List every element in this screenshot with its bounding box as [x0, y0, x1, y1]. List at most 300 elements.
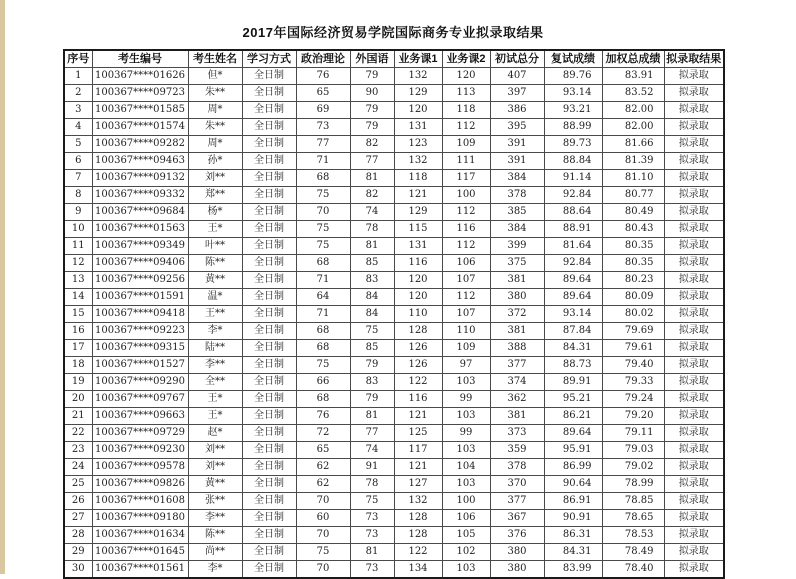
- cell-weighted-total-score: 78.40: [602, 561, 664, 579]
- cell-candidate-name: 赵*: [188, 425, 242, 442]
- cell-candidate-id: 100367****01608: [92, 493, 188, 510]
- table-row: [64, 153, 724, 170]
- cell-course2-score: 103: [442, 408, 490, 425]
- cell-retest-score: 89.73: [544, 136, 602, 153]
- cell-course1-score: 121: [394, 408, 442, 425]
- table-row: [64, 527, 724, 544]
- cell-course2-score: 100: [442, 187, 490, 204]
- cell-course2-score: 107: [442, 306, 490, 323]
- cell-foreign-language-score: 79: [350, 119, 394, 136]
- table-row: [64, 119, 724, 136]
- cell-study-mode: 全日制: [242, 459, 296, 476]
- cell-foreign-language-score: 81: [350, 408, 394, 425]
- cell-weighted-total-score: 79.20: [602, 408, 664, 425]
- cell-study-mode: 全日制: [242, 221, 296, 238]
- cell-candidate-name: 杨*: [188, 204, 242, 221]
- cell-candidate-id: 100367****09463: [92, 153, 188, 170]
- cell-candidate-id: 100367****09578: [92, 459, 188, 476]
- cell-initial-total: 380: [490, 561, 544, 579]
- cell-initial-total: 388: [490, 340, 544, 357]
- cell-course1-score: 117: [394, 442, 442, 459]
- table-row: [64, 561, 724, 579]
- column-header-weighted-total-score: 加权总成绩: [602, 50, 664, 68]
- cell-study-mode: 全日制: [242, 544, 296, 561]
- cell-foreign-language-score: 85: [350, 340, 394, 357]
- cell-study-mode: 全日制: [242, 408, 296, 425]
- table-row: [64, 442, 724, 459]
- cell-initial-total: 380: [490, 544, 544, 561]
- cell-admission-result: 拟录取: [664, 119, 724, 136]
- table-row: [64, 289, 724, 306]
- cell-index: 7: [64, 170, 92, 187]
- cell-candidate-name: 刘**: [188, 170, 242, 187]
- cell-weighted-total-score: 79.61: [602, 340, 664, 357]
- cell-candidate-name: 朱**: [188, 85, 242, 102]
- cell-index: 2: [64, 85, 92, 102]
- cell-index: 8: [64, 187, 92, 204]
- cell-retest-score: 92.84: [544, 255, 602, 272]
- cell-initial-total: 359: [490, 442, 544, 459]
- cell-index: 17: [64, 340, 92, 357]
- table-row: [64, 459, 724, 476]
- cell-study-mode: 全日制: [242, 306, 296, 323]
- column-header-foreign-language-score: 外国语: [350, 50, 394, 68]
- column-header-politics-score: 政治理论: [296, 50, 350, 68]
- cell-foreign-language-score: 74: [350, 442, 394, 459]
- cell-weighted-total-score: 80.35: [602, 238, 664, 255]
- cell-foreign-language-score: 91: [350, 459, 394, 476]
- cell-course2-score: 99: [442, 391, 490, 408]
- cell-course1-score: 127: [394, 476, 442, 493]
- cell-course2-score: 97: [442, 357, 490, 374]
- cell-index: 5: [64, 136, 92, 153]
- cell-index: 12: [64, 255, 92, 272]
- column-header-course2-score: 业务课2: [442, 50, 490, 68]
- cell-candidate-id: 100367****09349: [92, 238, 188, 255]
- cell-initial-total: 370: [490, 476, 544, 493]
- cell-candidate-name: 周*: [188, 102, 242, 119]
- cell-candidate-name: 陆**: [188, 340, 242, 357]
- cell-index: 16: [64, 323, 92, 340]
- cell-politics-score: 71: [296, 153, 350, 170]
- cell-index: 10: [64, 221, 92, 238]
- cell-candidate-id: 100367****01574: [92, 119, 188, 136]
- cell-politics-score: 76: [296, 68, 350, 85]
- cell-foreign-language-score: 79: [350, 357, 394, 374]
- cell-foreign-language-score: 74: [350, 204, 394, 221]
- cell-initial-total: 377: [490, 357, 544, 374]
- cell-foreign-language-score: 90: [350, 85, 394, 102]
- cell-weighted-total-score: 79.02: [602, 459, 664, 476]
- cell-initial-total: 385: [490, 204, 544, 221]
- cell-weighted-total-score: 79.33: [602, 374, 664, 391]
- table-row: [64, 476, 724, 493]
- cell-weighted-total-score: 80.09: [602, 289, 664, 306]
- cell-course2-score: 112: [442, 119, 490, 136]
- table-row: [64, 357, 724, 374]
- cell-candidate-name: 李**: [188, 510, 242, 527]
- cell-study-mode: 全日制: [242, 85, 296, 102]
- cell-politics-score: 77: [296, 136, 350, 153]
- cell-course2-score: 112: [442, 204, 490, 221]
- cell-weighted-total-score: 81.39: [602, 153, 664, 170]
- cell-weighted-total-score: 79.40: [602, 357, 664, 374]
- cell-course2-score: 117: [442, 170, 490, 187]
- column-header-index: 序号: [64, 50, 92, 68]
- cell-weighted-total-score: 80.49: [602, 204, 664, 221]
- table-row: [64, 255, 724, 272]
- cell-study-mode: 全日制: [242, 391, 296, 408]
- cell-course2-score: 99: [442, 425, 490, 442]
- cell-foreign-language-score: 83: [350, 272, 394, 289]
- cell-course2-score: 100: [442, 493, 490, 510]
- cell-foreign-language-score: 73: [350, 527, 394, 544]
- cell-retest-score: 81.64: [544, 238, 602, 255]
- cell-course1-score: 132: [394, 153, 442, 170]
- cell-politics-score: 70: [296, 204, 350, 221]
- cell-course1-score: 128: [394, 510, 442, 527]
- cell-course1-score: 128: [394, 323, 442, 340]
- cell-study-mode: 全日制: [242, 68, 296, 85]
- cell-politics-score: 70: [296, 493, 350, 510]
- cell-index: 19: [64, 374, 92, 391]
- cell-study-mode: 全日制: [242, 357, 296, 374]
- cell-weighted-total-score: 79.03: [602, 442, 664, 459]
- cell-weighted-total-score: 78.49: [602, 544, 664, 561]
- cell-candidate-id: 100367****01527: [92, 357, 188, 374]
- cell-candidate-id: 100367****09230: [92, 442, 188, 459]
- cell-retest-score: 86.21: [544, 408, 602, 425]
- cell-weighted-total-score: 79.24: [602, 391, 664, 408]
- cell-retest-score: 88.91: [544, 221, 602, 238]
- cell-course1-score: 129: [394, 85, 442, 102]
- cell-study-mode: 全日制: [242, 425, 296, 442]
- cell-course2-score: 103: [442, 476, 490, 493]
- cell-retest-score: 90.91: [544, 510, 602, 527]
- cell-foreign-language-score: 84: [350, 306, 394, 323]
- cell-foreign-language-score: 82: [350, 187, 394, 204]
- cell-foreign-language-score: 83: [350, 374, 394, 391]
- cell-politics-score: 65: [296, 85, 350, 102]
- cell-study-mode: 全日制: [242, 170, 296, 187]
- cell-course2-score: 102: [442, 544, 490, 561]
- cell-politics-score: 68: [296, 323, 350, 340]
- cell-study-mode: 全日制: [242, 255, 296, 272]
- cell-candidate-id: 100367****09290: [92, 374, 188, 391]
- cell-foreign-language-score: 73: [350, 561, 394, 579]
- cell-candidate-id: 100367****01561: [92, 561, 188, 579]
- table-row: [64, 204, 724, 221]
- table-row: [64, 187, 724, 204]
- cell-admission-result: 拟录取: [664, 510, 724, 527]
- cell-course2-score: 118: [442, 102, 490, 119]
- cell-weighted-total-score: 80.43: [602, 221, 664, 238]
- cell-index: 18: [64, 357, 92, 374]
- cell-course1-score: 115: [394, 221, 442, 238]
- cell-initial-total: 384: [490, 170, 544, 187]
- cell-retest-score: 93.21: [544, 102, 602, 119]
- column-header-admission-result: 拟录取结果: [664, 50, 724, 68]
- cell-admission-result: 拟录取: [664, 136, 724, 153]
- cell-candidate-id: 100367****09256: [92, 272, 188, 289]
- cell-weighted-total-score: 80.02: [602, 306, 664, 323]
- cell-admission-result: 拟录取: [664, 187, 724, 204]
- cell-course1-score: 126: [394, 357, 442, 374]
- cell-initial-total: 378: [490, 459, 544, 476]
- cell-course2-score: 103: [442, 442, 490, 459]
- cell-index: 13: [64, 272, 92, 289]
- cell-index: 28: [64, 527, 92, 544]
- cell-initial-total: 372: [490, 306, 544, 323]
- cell-index: 27: [64, 510, 92, 527]
- cell-initial-total: 395: [490, 119, 544, 136]
- cell-course1-score: 116: [394, 255, 442, 272]
- table-row: [64, 408, 724, 425]
- cell-politics-score: 68: [296, 170, 350, 187]
- cell-admission-result: 拟录取: [664, 289, 724, 306]
- cell-index: 1: [64, 68, 92, 85]
- table-row: [64, 272, 724, 289]
- cell-candidate-name: 全**: [188, 374, 242, 391]
- cell-candidate-id: 100367****09826: [92, 476, 188, 493]
- cell-weighted-total-score: 83.91: [602, 68, 664, 85]
- cell-politics-score: 68: [296, 391, 350, 408]
- cell-candidate-name: 郑**: [188, 187, 242, 204]
- cell-retest-score: 89.64: [544, 289, 602, 306]
- cell-candidate-name: 叶**: [188, 238, 242, 255]
- cell-foreign-language-score: 75: [350, 323, 394, 340]
- cell-study-mode: 全日制: [242, 119, 296, 136]
- table-row: [64, 374, 724, 391]
- cell-initial-total: 367: [490, 510, 544, 527]
- cell-study-mode: 全日制: [242, 561, 296, 579]
- cell-course1-score: 110: [394, 306, 442, 323]
- cell-course2-score: 105: [442, 527, 490, 544]
- table-row: [64, 85, 724, 102]
- cell-course2-score: 104: [442, 459, 490, 476]
- cell-foreign-language-score: 78: [350, 476, 394, 493]
- cell-admission-result: 拟录取: [664, 306, 724, 323]
- cell-index: 20: [64, 391, 92, 408]
- cell-course1-score: 116: [394, 391, 442, 408]
- cell-weighted-total-score: 80.77: [602, 187, 664, 204]
- table-row: [64, 102, 724, 119]
- cell-candidate-id: 100367****09684: [92, 204, 188, 221]
- cell-candidate-name: 黄**: [188, 476, 242, 493]
- cell-course1-score: 126: [394, 340, 442, 357]
- cell-admission-result: 拟录取: [664, 527, 724, 544]
- cell-course1-score: 131: [394, 238, 442, 255]
- cell-course1-score: 120: [394, 272, 442, 289]
- cell-study-mode: 全日制: [242, 272, 296, 289]
- cell-candidate-name: 陈**: [188, 255, 242, 272]
- cell-index: 3: [64, 102, 92, 119]
- cell-index: 11: [64, 238, 92, 255]
- cell-study-mode: 全日制: [242, 102, 296, 119]
- cell-course1-score: 120: [394, 102, 442, 119]
- cell-politics-score: 75: [296, 357, 350, 374]
- cell-candidate-name: 李**: [188, 357, 242, 374]
- cell-initial-total: 397: [490, 85, 544, 102]
- cell-candidate-name: 陈**: [188, 527, 242, 544]
- cell-candidate-name: 尚**: [188, 544, 242, 561]
- table-row: [64, 544, 724, 561]
- document-sheet: [63, 24, 723, 579]
- cell-index: 26: [64, 493, 92, 510]
- cell-politics-score: 75: [296, 187, 350, 204]
- cell-admission-result: 拟录取: [664, 102, 724, 119]
- table-row: [64, 238, 724, 255]
- cell-initial-total: 380: [490, 289, 544, 306]
- cell-politics-score: 75: [296, 221, 350, 238]
- cell-retest-score: 86.31: [544, 527, 602, 544]
- cell-retest-score: 88.84: [544, 153, 602, 170]
- cell-initial-total: 384: [490, 221, 544, 238]
- cell-retest-score: 89.64: [544, 425, 602, 442]
- table-row: [64, 306, 724, 323]
- cell-study-mode: 全日制: [242, 374, 296, 391]
- table-row: [64, 493, 724, 510]
- cell-course2-score: 113: [442, 85, 490, 102]
- cell-course2-score: 120: [442, 68, 490, 85]
- cell-candidate-name: 李*: [188, 561, 242, 579]
- cell-politics-score: 75: [296, 238, 350, 255]
- cell-admission-result: 拟录取: [664, 85, 724, 102]
- cell-candidate-name: 朱**: [188, 119, 242, 136]
- table-row: [64, 425, 724, 442]
- cell-retest-score: 92.84: [544, 187, 602, 204]
- cell-admission-result: 拟录取: [664, 238, 724, 255]
- cell-weighted-total-score: 81.10: [602, 170, 664, 187]
- cell-candidate-id: 100367****09418: [92, 306, 188, 323]
- cell-initial-total: 407: [490, 68, 544, 85]
- cell-weighted-total-score: 79.11: [602, 425, 664, 442]
- cell-admission-result: 拟录取: [664, 408, 724, 425]
- cell-politics-score: 65: [296, 442, 350, 459]
- cell-admission-result: 拟录取: [664, 357, 724, 374]
- cell-weighted-total-score: 79.69: [602, 323, 664, 340]
- cell-retest-score: 86.99: [544, 459, 602, 476]
- table-row: [64, 391, 724, 408]
- cell-politics-score: 69: [296, 102, 350, 119]
- cell-candidate-name: 黄**: [188, 272, 242, 289]
- cell-course2-score: 109: [442, 136, 490, 153]
- cell-foreign-language-score: 79: [350, 391, 394, 408]
- cell-retest-score: 87.84: [544, 323, 602, 340]
- cell-admission-result: 拟录取: [664, 170, 724, 187]
- cell-admission-result: 拟录取: [664, 340, 724, 357]
- cell-candidate-id: 100367****01645: [92, 544, 188, 561]
- cell-course1-score: 131: [394, 119, 442, 136]
- cell-candidate-name: 温*: [188, 289, 242, 306]
- cell-admission-result: 拟录取: [664, 255, 724, 272]
- admission-results-table: [63, 49, 725, 579]
- cell-politics-score: 70: [296, 527, 350, 544]
- cell-course1-score: 132: [394, 493, 442, 510]
- cell-admission-result: 拟录取: [664, 561, 724, 579]
- cell-retest-score: 93.14: [544, 85, 602, 102]
- cell-retest-score: 88.64: [544, 204, 602, 221]
- cell-course1-score: 125: [394, 425, 442, 442]
- cell-retest-score: 91.14: [544, 170, 602, 187]
- cell-retest-score: 89.64: [544, 272, 602, 289]
- cell-admission-result: 拟录取: [664, 493, 724, 510]
- cell-candidate-name: 刘**: [188, 459, 242, 476]
- cell-candidate-name: 刘**: [188, 442, 242, 459]
- cell-candidate-name: 王*: [188, 408, 242, 425]
- cell-course1-score: 129: [394, 204, 442, 221]
- cell-index: 25: [64, 476, 92, 493]
- cell-foreign-language-score: 75: [350, 493, 394, 510]
- cell-retest-score: 86.91: [544, 493, 602, 510]
- cell-course2-score: 112: [442, 238, 490, 255]
- cell-weighted-total-score: 78.53: [602, 527, 664, 544]
- column-header-course1-score: 业务课1: [394, 50, 442, 68]
- cell-initial-total: 381: [490, 323, 544, 340]
- cell-weighted-total-score: 82.00: [602, 119, 664, 136]
- cell-politics-score: 72: [296, 425, 350, 442]
- cell-foreign-language-score: 77: [350, 425, 394, 442]
- cell-retest-score: 84.31: [544, 340, 602, 357]
- cell-course1-score: 132: [394, 68, 442, 85]
- cell-course2-score: 109: [442, 340, 490, 357]
- cell-course1-score: 134: [394, 561, 442, 579]
- cell-candidate-id: 100367****09223: [92, 323, 188, 340]
- table-row: [64, 340, 724, 357]
- cell-candidate-id: 100367****01585: [92, 102, 188, 119]
- cell-index: 22: [64, 425, 92, 442]
- cell-candidate-id: 100367****09132: [92, 170, 188, 187]
- cell-foreign-language-score: 81: [350, 544, 394, 561]
- cell-candidate-name: 王*: [188, 391, 242, 408]
- cell-foreign-language-score: 79: [350, 102, 394, 119]
- column-header-candidate-id: 考生编号: [92, 50, 188, 68]
- cell-index: 6: [64, 153, 92, 170]
- table-row: [64, 221, 724, 238]
- cell-course1-score: 128: [394, 527, 442, 544]
- cell-retest-score: 95.91: [544, 442, 602, 459]
- cell-politics-score: 68: [296, 340, 350, 357]
- cell-foreign-language-score: 85: [350, 255, 394, 272]
- cell-index: 30: [64, 561, 92, 579]
- cell-initial-total: 374: [490, 374, 544, 391]
- column-header-candidate-name: 考生姓名: [188, 50, 242, 68]
- cell-course1-score: 120: [394, 289, 442, 306]
- cell-course1-score: 118: [394, 170, 442, 187]
- cell-admission-result: 拟录取: [664, 221, 724, 238]
- cell-candidate-id: 100367****09282: [92, 136, 188, 153]
- cell-retest-score: 90.64: [544, 476, 602, 493]
- cell-politics-score: 64: [296, 289, 350, 306]
- cell-study-mode: 全日制: [242, 323, 296, 340]
- cell-candidate-id: 100367****09180: [92, 510, 188, 527]
- cell-foreign-language-score: 84: [350, 289, 394, 306]
- cell-candidate-id: 100367****01591: [92, 289, 188, 306]
- cell-weighted-total-score: 78.99: [602, 476, 664, 493]
- cell-politics-score: 66: [296, 374, 350, 391]
- cell-candidate-id: 100367****09729: [92, 425, 188, 442]
- table-header-row: [64, 50, 724, 68]
- cell-politics-score: 60: [296, 510, 350, 527]
- cell-course2-score: 110: [442, 323, 490, 340]
- cell-admission-result: 拟录取: [664, 391, 724, 408]
- cell-initial-total: 386: [490, 102, 544, 119]
- results-table-body: [64, 68, 724, 579]
- cell-foreign-language-score: 79: [350, 68, 394, 85]
- cell-admission-result: 拟录取: [664, 476, 724, 493]
- cell-candidate-name: 孙*: [188, 153, 242, 170]
- cell-retest-score: 93.14: [544, 306, 602, 323]
